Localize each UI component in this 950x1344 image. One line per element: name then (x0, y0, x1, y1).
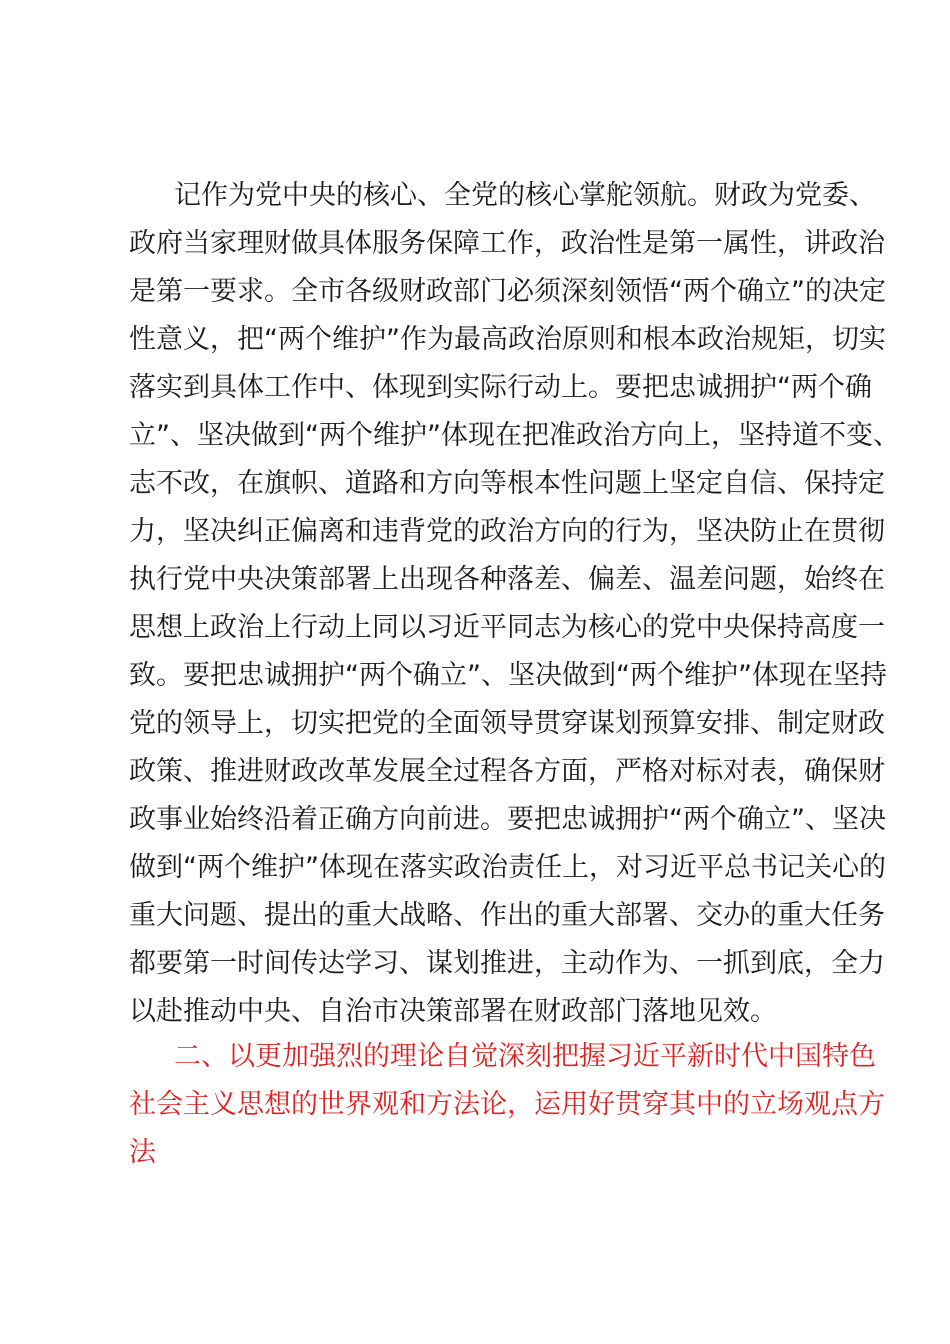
paragraph-line: 思想上政治上行动上同以习近平同志为核心的党中央保持高度一 (129, 612, 885, 643)
paragraph-line: 党的领导上，切实把党的全面领导贯穿谋划预算安排、制定财政 (129, 708, 885, 739)
heading-line: 二、以更加强烈的理论自觉深刻把握习近平新时代中国特色 (174, 1041, 876, 1072)
paragraph-line: 做到“两个维护”体现在落实政治责任上，对习近平总书记关心的 (129, 852, 886, 883)
paragraph-line: 都要第一时间传达学习、谋划推进，主动作为、一抓到底，全力 (129, 948, 885, 979)
paragraph-line: 立”、坚决做到“两个维护”体现在把准政治方向上，坚持道不变、 (129, 420, 900, 451)
paragraph-line: 重大问题、提出的重大战略、作出的重大部署、交办的重大任务 (129, 900, 885, 931)
paragraph-line: 落实到具体工作中、体现到实际行动上。要把忠诚拥护“两个确 (129, 372, 872, 403)
paragraph-line: 致。要把忠诚拥护“两个确立”、坚决做到“两个维护”体现在坚持 (129, 660, 887, 691)
paragraph-line: 以赴推动中央、自治市决策部署在财政部门落地见效。 (129, 996, 777, 1027)
paragraph-line: 政事业始终沿着正确方向前进。要把忠诚拥护“两个确立”、坚决 (129, 804, 886, 835)
paragraph-line: 性意义，把“两个维护”作为最高政治原则和根本政治规矩，切实 (129, 324, 886, 355)
paragraph-line: 执行党中央决策部署上出现各种落差、偏差、温差问题，始终在 (129, 564, 885, 595)
paragraph-line: 政府当家理财做具体服务保障工作，政治性是第一属性，讲政治 (129, 228, 885, 259)
paragraph-line: 力，坚决纠正偏离和违背党的政治方向的行为，坚决防止在贯彻 (129, 516, 885, 547)
paragraph-line: 志不改，在旗帜、道路和方向等根本性问题上坚定自信、保持定 (129, 468, 885, 499)
heading-line: 社会主义思想的世界观和方法论，运用好贯穿其中的立场观点方 (129, 1089, 885, 1120)
paragraph-line: 是第一要求。全市各级财政部门必须深刻领悟“两个确立”的决定 (129, 276, 886, 307)
paragraph-line: 记作为党中央的核心、全党的核心掌舵领航。财政为党委、 (174, 180, 876, 211)
body-paragraph (129, 172, 900, 1036)
paragraph-line: 政策、推进财政改革发展全过程各方面，严格对标对表，确保财 (129, 756, 885, 787)
heading-line: 法 (129, 1137, 156, 1168)
section-heading (129, 1033, 885, 1177)
